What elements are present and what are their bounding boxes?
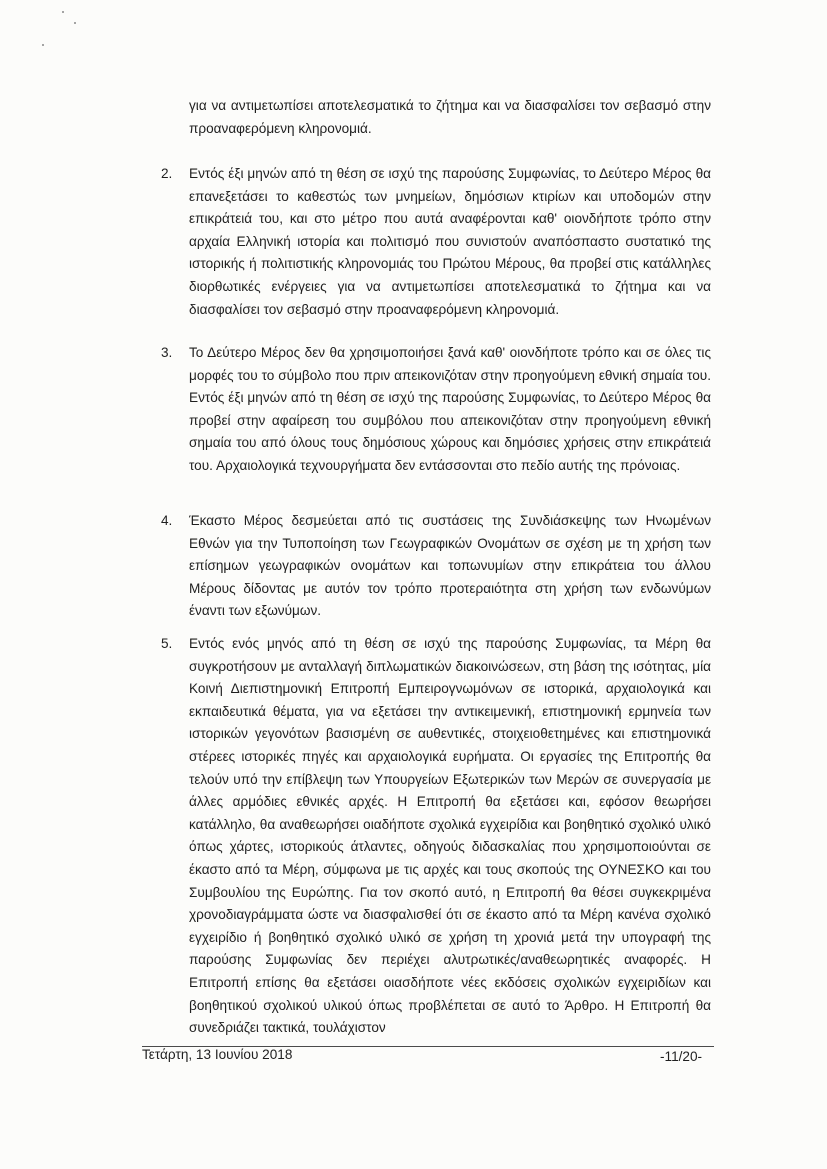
footer-date: Τετάρτη, 13 Ιουνίου 2018 [142, 1047, 293, 1062]
paragraph-continuation: για να αντιμετωπίσει αποτελεσματικά το ζήτημα και να διασφαλίσει τον σεβασμό στην προαναφερόμενη κληρονομιά. [189, 98, 711, 136]
item-number: 4. [161, 513, 173, 528]
item-number: 2. [161, 166, 173, 181]
scan-speck [42, 44, 44, 46]
item-text: Εντός έξι μηνών από τη θέση σε ισχύ της παρούσης Συμφωνίας, το Δεύτερο Μέρος θα επανεξετάσει το καθεστώς των μνημείων, δημόσιων κτιρίων και υποδομών στην επικράτειά του, και στο μέτρο που αυτά αναφέρονται καθ' οιονδήποτε τρόπο στην αρχαία Ελληνική ιστορία και πολιτισμό που συνιστούν αναπόσπαστο συστατικό της ιστορικής ή πολιτιστικής κληρονομιάς του Πρώτου Μέρους, θα προβεί στις κατάλληλες διορθωτικές ενέργειες για να αντιμετωπίσει αποτελεσματικά το ζήτημα και να διασφαλίσει τον σεβασμό στην προαναφερόμενη κληρονομιά. [189, 166, 711, 317]
scan-speck [74, 22, 76, 24]
item-number: 3. [161, 345, 173, 360]
item-number: 5. [161, 636, 173, 651]
page-number: -11/20- [660, 1049, 703, 1064]
item-text: Το Δεύτερο Μέρος δεν θα χρησιμοποιήσει ξανά καθ' οιονδήποτε τρόπο και σε όλες τις μορφές του το σύμβολο που πριν απεικονιζόταν στην προηγούμενη εθνική σημαία του. Εντός έξι μηνών από τη θέση σε ισχύ της παρούσης Συμφωνίας, το Δεύτερο Μέρος θα προβεί στην αφαίρεση του συμβόλου που απεικονιζόταν στην προηγούμενη εθνική σημαία του από όλους τους δημόσιους χώρους και δημόσιες χρήσεις στην επικράτειά του. Αρχαιολογικά τεχνουργήματα δεν εντάσσονται στο πεδίο αυτής της πρόνοιας. [189, 345, 711, 473]
item-text: Έκαστο Μέρος δεσμεύεται από τις συστάσεις της Συνδιάσκεψης των Ηνωμένων Εθνών για την Τυποποίηση των Γεωγραφικών Ονομάτων σε σχέση με τη χρήση των επίσημων γεωγραφικών ονομάτων και τοπωνυμίων στην επικράτεια του άλλου Μέρους δίδοντας με αυτόν τον τρόπο προτεραιότητα στη χρήση των ενδωνύμων έναντι των εξωνύμων. [189, 513, 711, 619]
item-text: Εντός ενός μηνός από τη θέση σε ισχύ της παρούσης Συμφωνίας, τα Μέρη θα συγκροτήσουν με ανταλλαγή διπλωματικών διακοινώσεων, στη βάση της ισότητας, μία Κοινή Διεπιστημονική Επιτροπή Εμπειρογνωμόνων σε ιστορικά, αρχαιολογικά και εκπαιδευτικά θέματα, για να εξετάσει την αντικειμενική, επιστημονική ερμηνεία των ιστορικών γεγονότων βασισμένη σε αυθεντικές, στοιχειοθετημένες και επιστημονικά στέρεες ιστορικές πηγές και αρχαιολογικά ευρήματα. Οι εργασίες της Επιτροπής θα τελούν υπό την επίβλεψη των Υπουργείων Εξωτερικών των Μερών σε συνεργασία με άλλες αρμόδιες εθνικές αρχές. Η Επιτροπή θα εξετάσει και, εφόσον θεωρήσει κατάλληλο, θα αναθεωρήσει οιαδήποτε σχολικά εγχειρίδια και βοηθητικό σχολικό υλικό όπως χάρτες, ιστορικούς άτλαντες, οδηγούς διδασκαλίας που χρησιμοποιούνται σε έκαστο από τα Μέρη, σύμφωνα με τις αρχές και τους σκοπούς της ΟΥΝΕΣΚΟ και του Συμβουλίου της Ευρώπης. Για τον σκοπό αυτό, η Επιτροπή θα θέσει συγκεκριμένα χρονοδιαγράμματα ώστε να διασφαλισθεί ότι σε έκαστο από τα Μέρη κανένα σχολικό εγχειρίδιο ή βοηθητικό σχολικό υλικό σε χρήση τη χρονιά μετά την υπογραφή της παρούσης Συμφωνίας δεν περιέχει αλυτρωτικές/αναθεωρητικές αναφορές. Η Επιτροπή επίσης θα εξετάσει οιασδήποτε νέες εκδόσεις σχολικών εγχειριδίων και βοηθητικού σχολικού υλικού όπως προβλέπεται σε αυτό το Άρθρο. Η Επιτροπή θα συνεδριάζει τακτικά, τουλάχιστον [189, 636, 711, 1036]
scan-speck [62, 11, 64, 13]
